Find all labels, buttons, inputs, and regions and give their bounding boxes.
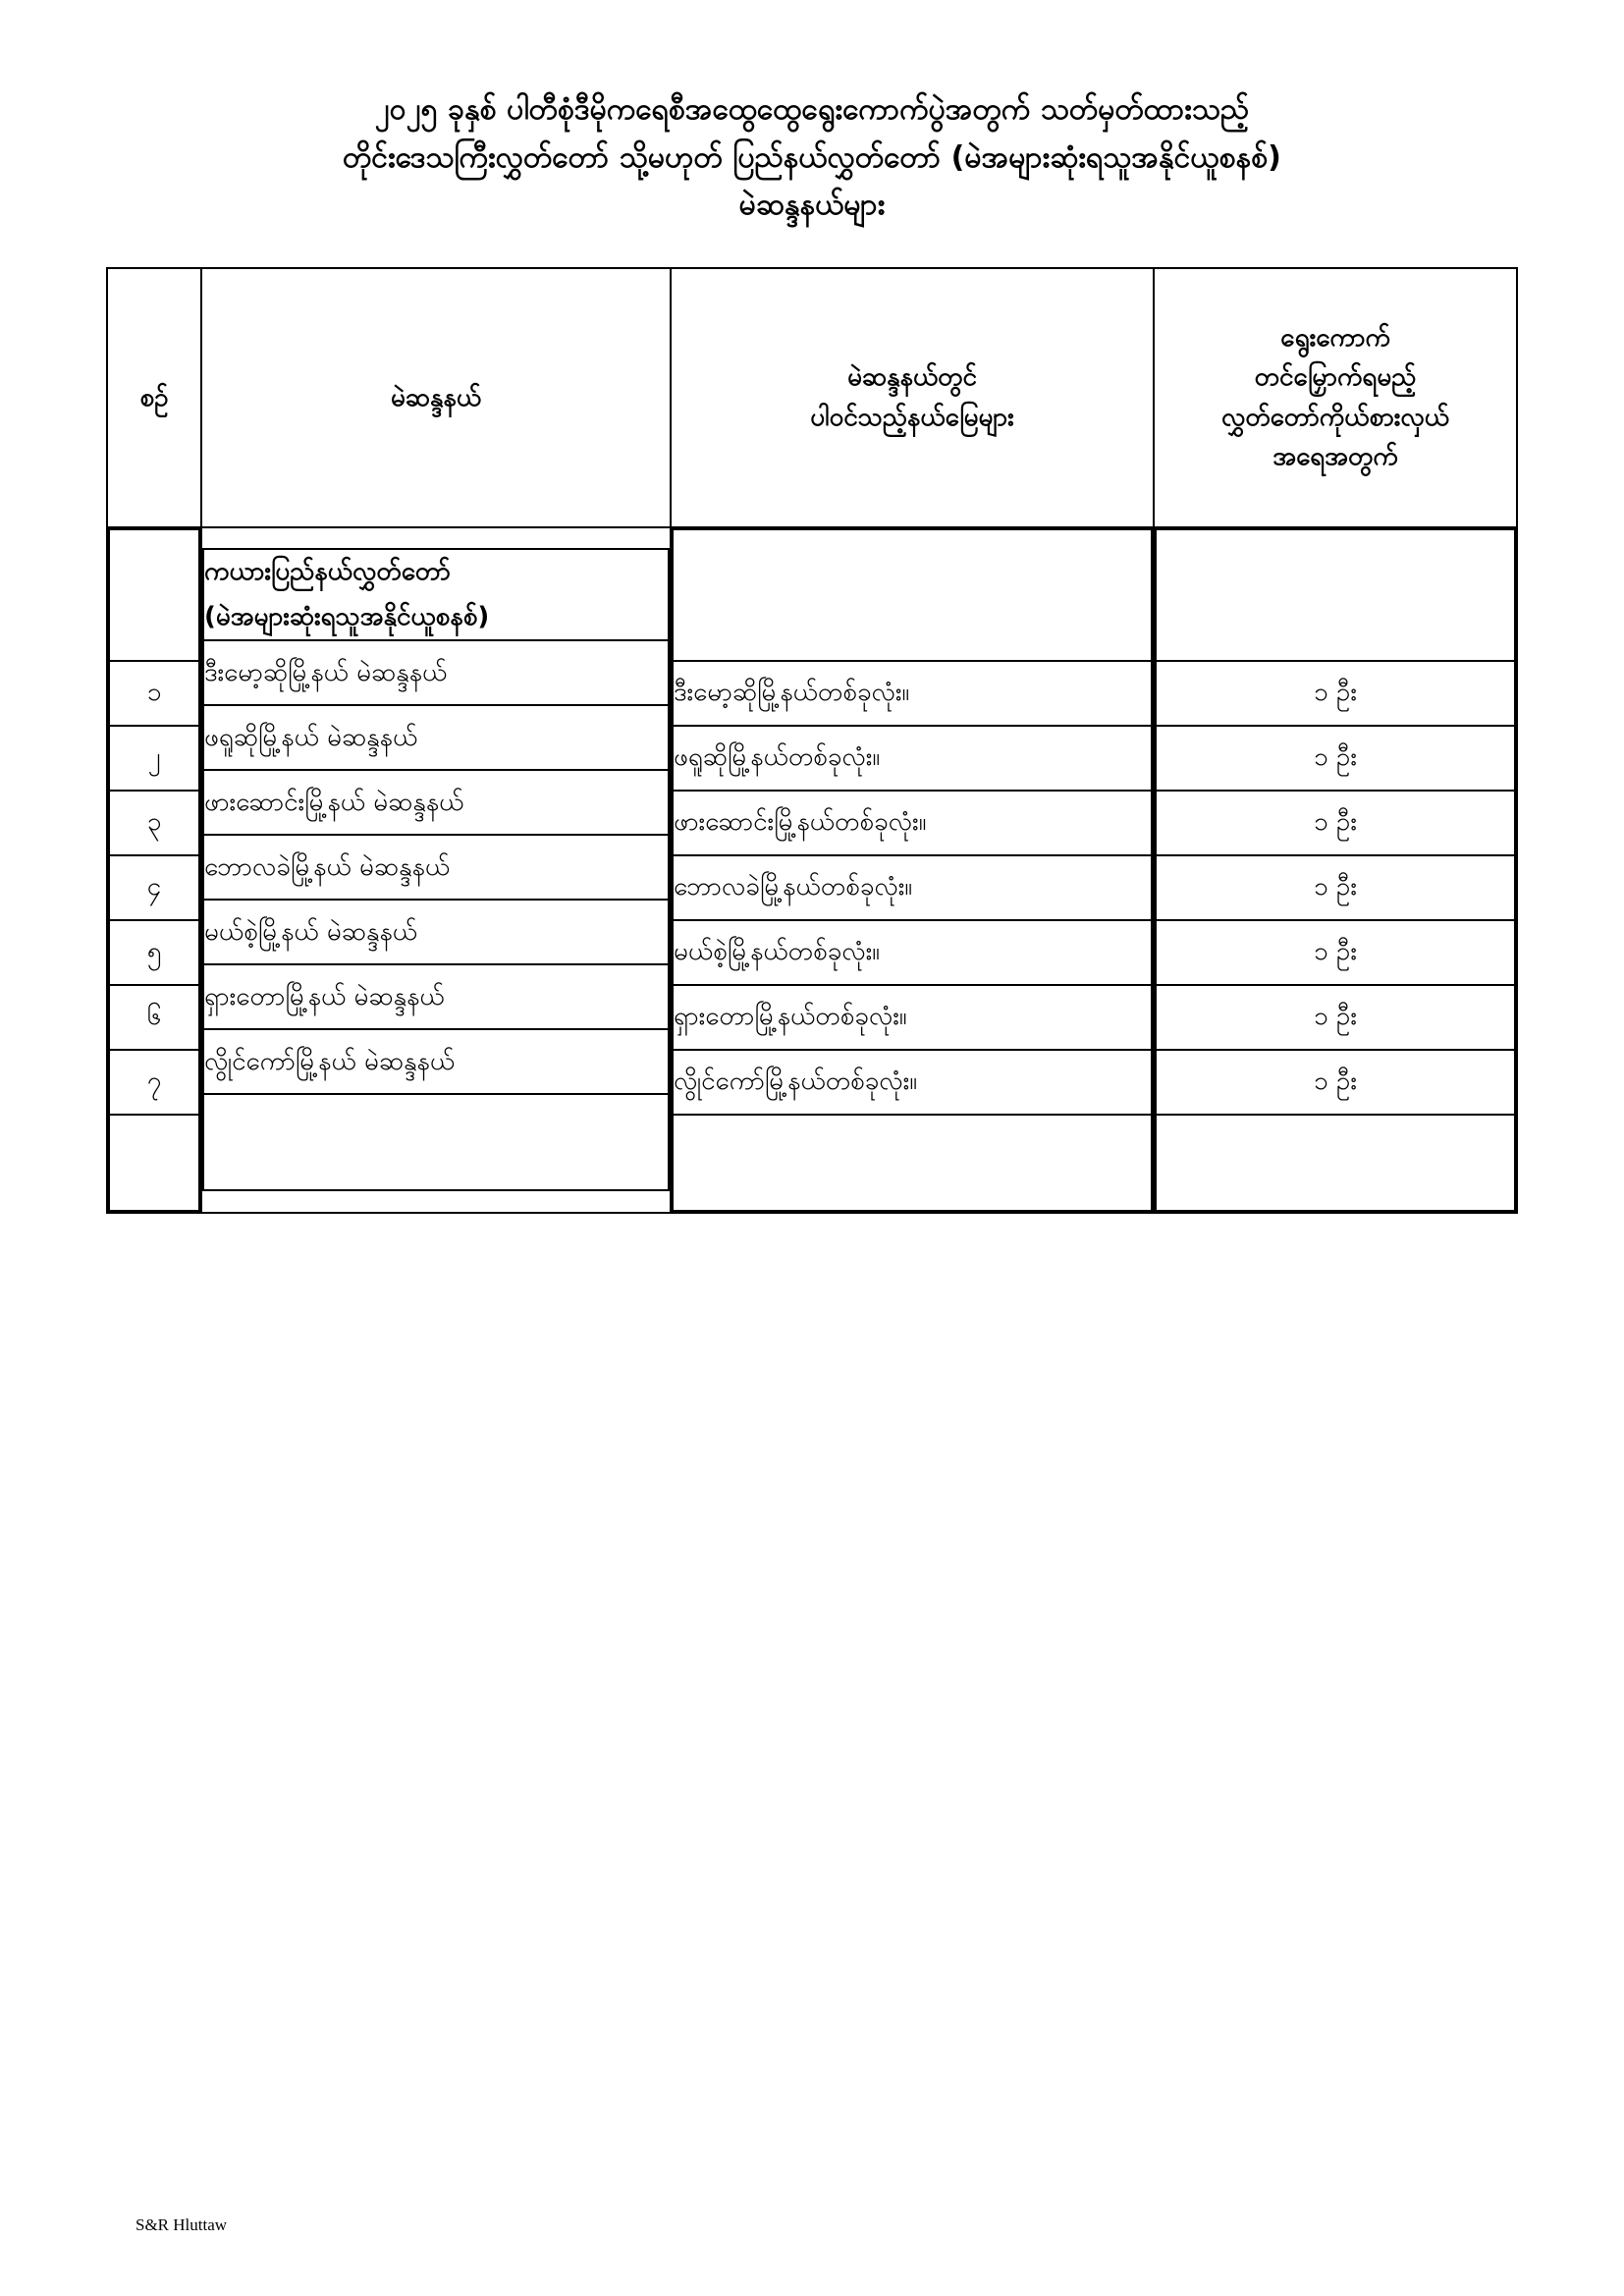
list-item bbox=[109, 985, 199, 1050]
list-item bbox=[203, 705, 669, 770]
page-title bbox=[0, 0, 1624, 230]
list-item bbox=[673, 920, 1152, 985]
list-item bbox=[109, 791, 199, 855]
list-item bbox=[1156, 985, 1515, 1050]
row-areas: ရှားတောမြို့နယ်တစ်ခုလုံး။ bbox=[673, 985, 1152, 1050]
list-item bbox=[673, 985, 1152, 1050]
row-no: ၄ bbox=[109, 855, 199, 920]
column-header-count-line-2: တင်မြှောက်ရမည့် bbox=[1254, 362, 1417, 393]
list-item bbox=[203, 964, 669, 1029]
row-count: ၁ ဦး bbox=[1156, 920, 1515, 985]
row-constituency: မယ်စဲ့မြို့နယ် မဲဆန္ဒနယ် bbox=[203, 900, 669, 964]
row-constituency: ဒီးမော့ဆိုမြို့နယ် မဲဆန္ဒနယ် bbox=[203, 640, 669, 705]
row-no: ၅ bbox=[109, 920, 199, 985]
list-item bbox=[673, 1050, 1152, 1115]
list-item bbox=[673, 791, 1152, 855]
list-item bbox=[109, 855, 199, 920]
row-areas: ဖားဆောင်းမြို့နယ်တစ်ခုလုံး။ bbox=[673, 791, 1152, 855]
row-areas: မယ်စဲ့မြို့နယ်တစ်ခုလုံး။ bbox=[673, 920, 1152, 985]
footer-note: S&R Hluttaw bbox=[135, 2215, 228, 2234]
list-item bbox=[203, 770, 669, 835]
count-column-list bbox=[1155, 528, 1516, 1212]
row-no: ၆ bbox=[109, 985, 199, 1050]
list-item bbox=[109, 661, 199, 726]
row-no: ၇ bbox=[109, 1050, 199, 1115]
list-item bbox=[1156, 726, 1515, 791]
list-item bbox=[109, 1050, 199, 1115]
bottom-spacer-row bbox=[1156, 1115, 1515, 1211]
column-header-areas-line-2: ပါဝင်သည့်နယ်မြေများ bbox=[810, 402, 1014, 432]
group-heading-line-1: ကယားပြည်နယ်လွှတ်တော် bbox=[204, 557, 451, 587]
list-item bbox=[1156, 1050, 1515, 1115]
column-header-areas-line-1: မဲဆန္ဒနယ်တွင် bbox=[847, 362, 977, 393]
row-count: ၁ ဦး bbox=[1156, 726, 1515, 791]
row-count: ၁ ဦး bbox=[1156, 661, 1515, 726]
group-heading-line-2: (မဲအများဆုံးရသူအနိုင်ယူစနစ်) bbox=[204, 601, 490, 631]
body-cell-no bbox=[107, 527, 201, 1213]
group-spacer-row bbox=[1156, 529, 1515, 661]
row-areas: ဘောလခဲမြို့နယ်တစ်ခုလုံး။ bbox=[673, 855, 1152, 920]
list-item bbox=[203, 1029, 669, 1094]
group-heading bbox=[203, 549, 669, 640]
column-header-count-line-1: ရွေးကောက် bbox=[1280, 323, 1390, 354]
body-cell-constituency bbox=[201, 527, 671, 1213]
row-count: ၁ ဦး bbox=[1156, 791, 1515, 855]
list-item bbox=[203, 640, 669, 705]
column-header-count-line-4: အရေအတွက် bbox=[1272, 442, 1398, 472]
list-item bbox=[1156, 661, 1515, 726]
page-title-line-2: တိုင်းဒေသကြီးလွှတ်တော် သို့မဟုတ် ပြည်နယ်လွှတ်တော် (မဲအများဆုံးရသူအနိုင်ယူစနစ်) bbox=[343, 139, 1281, 175]
areas-column-list bbox=[672, 528, 1153, 1212]
list-item bbox=[109, 920, 199, 985]
column-header-constituency: မဲဆန္ဒနယ် bbox=[201, 268, 671, 527]
row-no: ၁ bbox=[109, 661, 199, 726]
bottom-spacer-row bbox=[203, 1094, 669, 1190]
column-header-count-line-3: လွှတ်တော်ကိုယ်စားလှယ် bbox=[1220, 402, 1450, 432]
no-column-list bbox=[108, 528, 200, 1212]
list-item bbox=[673, 855, 1152, 920]
column-header-areas bbox=[671, 268, 1154, 527]
row-areas: ဒီးမော့ဆိုမြို့နယ်တစ်ခုလုံး။ bbox=[673, 661, 1152, 726]
group-heading-row bbox=[203, 549, 669, 640]
list-item bbox=[673, 661, 1152, 726]
row-count: ၁ ဦး bbox=[1156, 855, 1515, 920]
row-constituency: ဖရူဆိုမြို့နယ် မဲဆန္ဒနယ် bbox=[203, 705, 669, 770]
row-no: ၂ bbox=[109, 726, 199, 791]
group-spacer-row bbox=[109, 529, 199, 661]
column-header-count bbox=[1154, 268, 1517, 527]
list-item bbox=[203, 900, 669, 964]
bottom-spacer-row bbox=[673, 1115, 1152, 1211]
group-spacer-row bbox=[673, 529, 1152, 661]
list-item bbox=[109, 726, 199, 791]
bottom-spacer-row bbox=[109, 1115, 199, 1211]
row-constituency: ဖားဆောင်းမြို့နယ် မဲဆန္ဒနယ် bbox=[203, 770, 669, 835]
table-header bbox=[107, 268, 1517, 527]
list-item bbox=[673, 726, 1152, 791]
row-no: ၃ bbox=[109, 791, 199, 855]
row-count: ၁ ဦး bbox=[1156, 985, 1515, 1050]
list-item bbox=[1156, 855, 1515, 920]
list-item bbox=[1156, 791, 1515, 855]
constituency-column-list bbox=[202, 548, 670, 1191]
body-cell-count bbox=[1154, 527, 1517, 1213]
column-header-no: စဉ် bbox=[107, 268, 201, 527]
list-item bbox=[1156, 920, 1515, 985]
body-cell-areas bbox=[671, 527, 1154, 1213]
table-body-row bbox=[107, 527, 1517, 1213]
constituency-table bbox=[106, 267, 1518, 1214]
table-body bbox=[107, 527, 1517, 1213]
list-item bbox=[203, 835, 669, 900]
table-header-row bbox=[107, 268, 1517, 527]
row-constituency: ရှားတောမြို့နယ် မဲဆန္ဒနယ် bbox=[203, 964, 669, 1029]
row-areas: လွိုင်ကော်မြို့နယ်တစ်ခုလုံး။ bbox=[673, 1050, 1152, 1115]
row-constituency: လွိုင်ကော်မြို့နယ် မဲဆန္ဒနယ် bbox=[203, 1029, 669, 1094]
page-title-line-3: မဲဆန္ဒနယ်များ bbox=[738, 188, 886, 223]
row-areas: ဖရူဆိုမြို့နယ်တစ်ခုလုံး။ bbox=[673, 726, 1152, 791]
row-constituency: ဘောလခဲမြို့နယ် မဲဆန္ဒနယ် bbox=[203, 835, 669, 900]
page-title-line-1: ၂၀၂၅ ခုနှစ် ပါတီစုံဒီမိုကရေစီအထွေထွေရွေးကောက်ပွဲအတွက် သတ်မှတ်ထားသည့် bbox=[374, 92, 1250, 127]
row-count: ၁ ဦး bbox=[1156, 1050, 1515, 1115]
